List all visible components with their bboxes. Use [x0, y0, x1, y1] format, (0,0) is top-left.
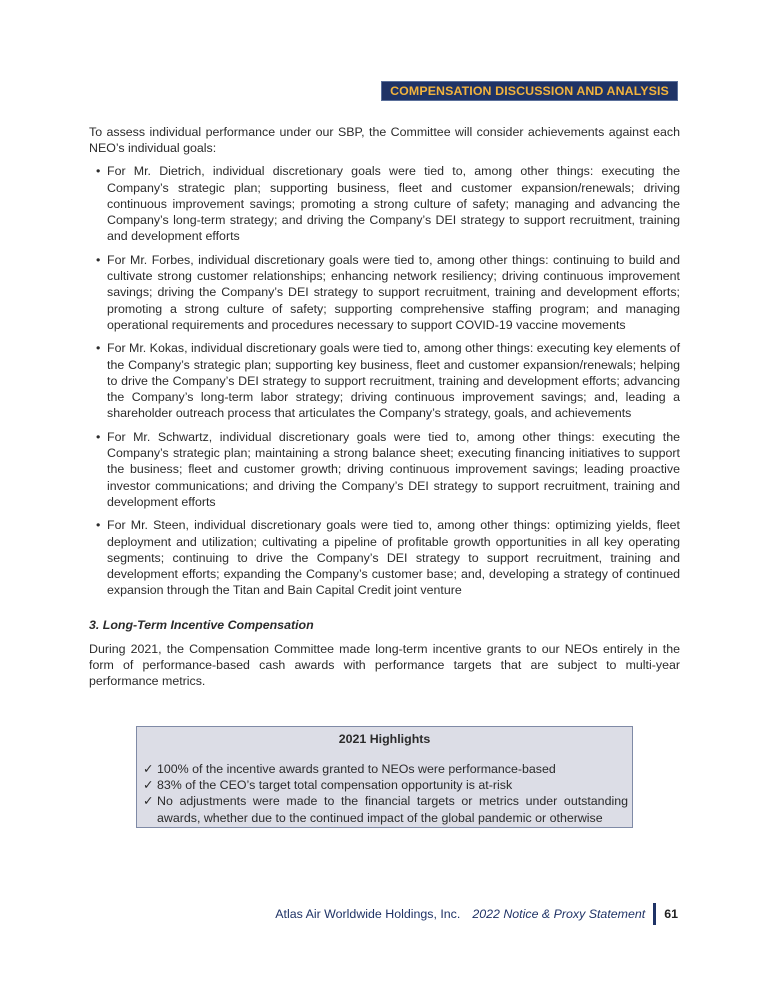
highlight-text: 83% of the CEO’s target total compensation opportunity is at-risk — [157, 778, 513, 793]
checkmark-icon: ✓ — [143, 762, 154, 776]
main-content — [89, 124, 680, 689]
highlights-list — [137, 761, 632, 826]
checkmark-icon: ✓ — [143, 778, 154, 793]
highlights-title: 2021 Highlights — [338, 732, 431, 746]
section-heading: 3. Long-Term Incentive Compensation — [89, 618, 314, 633]
highlight-text: No adjustments were made to the financial targets or metrics under outstanding awards, whether due to the continued impact of the global pandemic or otherwise — [157, 794, 628, 825]
goal-text: For Mr. Dietrich, individual discretionary goals were tied to, among other things: executing the Company’s strategic plan; supporting business, fleet and customer expansion/renewals; driving continuous improvement savings; promoting a strong culture of safety; managing and advancing the Company’s long-term strategy; and driving the Company’s DEI strategy to support recruitment, training and development efforts — [107, 164, 680, 244]
company-name: Atlas Air Worldwide Holdings, Inc. — [275, 907, 461, 921]
checkmark-icon: ✓ — [143, 794, 154, 809]
page-number: 61 — [664, 907, 678, 921]
list-item — [89, 340, 680, 421]
list-item — [143, 793, 628, 825]
footer-divider — [653, 903, 656, 925]
page-footer — [275, 904, 678, 924]
bullet-icon: • — [96, 341, 101, 356]
highlights-box — [136, 726, 633, 828]
list-item — [89, 517, 680, 598]
section-paragraph: During 2021, the Compensation Committee made long-term incentive grants to our NEOs entirely in the form of performance-based cash awards with performance targets that are subject to multi-year performance metrics. — [89, 641, 680, 689]
section-banner — [381, 81, 678, 101]
section-banner-label: COMPENSATION DISCUSSION AND ANALYSIS — [390, 84, 669, 98]
highlight-text: 100% of the incentive awards granted to NEOs were performance-based — [157, 762, 556, 776]
bullet-icon: • — [96, 429, 101, 444]
goal-text: For Mr. Kokas, individual discretionary goals were tied to, among other things: executing key elements of the Company’s strategic plan; supporting key business, fleet and customer expansion/renewals; helping to drive the Company’s DEI strategy to support recruitment, training and development efforts; advancing the Company’s long-term labor strategy; driving continuous improvement savings; and, leading a shareholder outreach process that articulates the Company’s strategy, goals, and achievements — [107, 341, 681, 421]
goal-text: For Mr. Schwartz, individual discretionary goals were tied to, among other things: executing the Company’s strategic plan; maintaining a strong balance sheet; executing financing initiatives to support the business; fleet and customer growth; driving continuous improvement savings; leading proactive investor communications; and driving the Company’s DEI strategy to support recruitment, training and development efforts — [107, 429, 680, 509]
bullet-icon: • — [96, 518, 101, 533]
list-item — [89, 252, 680, 333]
goal-text: For Mr. Steen, individual discretionary goals were tied to, among other things: optimizing yields, fleet deployment and utilization; cultivating a pipeline of profitable growth opportunities in all key operating segments; continuing to drive the Company’s DEI strategy to support recruitment, training and development efforts; expanding the Company’s customer base; and, developing a strategy of continued expansion through the Titan and Bain Capital Credit joint venture — [107, 518, 680, 598]
goal-text: For Mr. Forbes, individual discretionary goals were tied to, among other things: continuing to build and cultivate strong customer relationships; enhancing network resiliency; driving continuous improvement savings; driving the Company’s DEI strategy to support recruitment, training and development efforts; promoting a strong culture of safety; supporting comprehensive staffing program; and managing operational requirements and procedures necessary to support COVID-19 vaccine movements — [107, 252, 680, 332]
list-item — [89, 163, 680, 244]
list-item — [89, 429, 680, 510]
list-item — [143, 777, 628, 793]
bullet-icon: • — [96, 252, 101, 267]
intro-paragraph: To assess individual performance under our SBP, the Committee will consider achievements against each NEO’s individual goals: — [89, 125, 680, 156]
list-item — [143, 761, 628, 777]
bullet-icon: • — [96, 164, 101, 179]
publication-title: 2022 Notice & Proxy Statement — [472, 907, 646, 921]
goals-list — [89, 163, 680, 598]
